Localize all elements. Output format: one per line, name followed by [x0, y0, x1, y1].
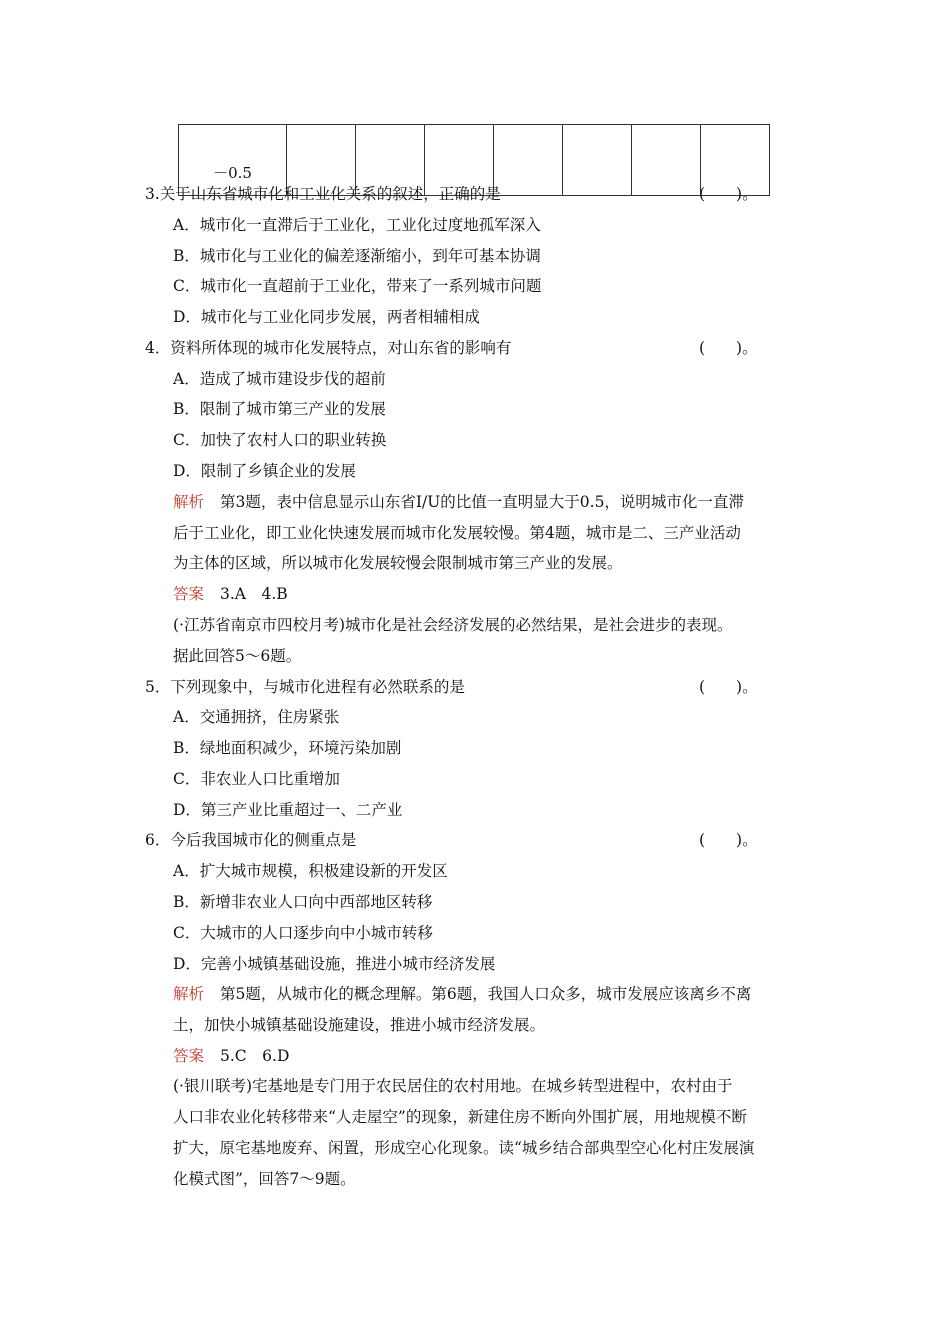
option-a: A．造成了城市建设步伐的超前	[173, 370, 386, 388]
material-line: (·银川联考)宅基地是专门用于农民居住的农村用地。在城乡转型进程中，农村由于	[173, 1077, 733, 1095]
answer-label: 答案	[173, 585, 205, 603]
material-line: (·江苏省南京市四校月考)城市化是社会经济发展的必然结果，是社会进步的表现。	[173, 616, 733, 634]
analysis-line	[173, 983, 751, 1005]
table-cell	[632, 125, 701, 196]
option-b: B．限制了城市第三产业的发展	[173, 400, 386, 418]
material-line: 化模式图”，回答7～9题。	[173, 1170, 356, 1188]
option-b: B．新增非农业人口向中西部地区转移	[173, 893, 433, 911]
table-cell	[494, 125, 563, 196]
answer-bracket: ( )。	[699, 831, 758, 849]
option-b: B．绿地面积减少，环境污染加剧	[173, 739, 402, 757]
analysis-text: 第3题，表中信息显示山东省I/U的比值一直明显大于0.5，说明城市化一直滞	[220, 493, 744, 511]
option-a: A．城市化一直滞后于工业化，工业化过度地孤军深入	[173, 216, 541, 234]
analysis-label: 解析	[173, 493, 205, 511]
option-b: B．城市化与工业化的偏差逐渐缩小，到年可基本协调	[173, 247, 541, 265]
option-c: C．城市化一直超前于工业化，带来了一系列城市问题	[173, 277, 542, 295]
option-d: D．第三产业比重超过一、二产业	[173, 801, 403, 819]
answer-bracket: ( )。	[699, 339, 758, 357]
material-line: 扩大，原宅基地废弃、闲置，形成空心化现象。读“城乡结合部典型空心化村庄发展演	[173, 1139, 755, 1157]
option-d: D．城市化与工业化同步发展，两者相辅相成	[173, 308, 480, 326]
option-a: A．扩大城市规模，积极建设新的开发区	[173, 862, 448, 880]
option-c: C．大城市的人口逐步向中小城市转移	[173, 924, 433, 942]
answer-label: 答案	[173, 1047, 205, 1065]
material-line: 据此回答5～6题。	[173, 647, 302, 665]
option-c: C．加快了农村人口的职业转换	[173, 431, 387, 449]
option-a: A．交通拥挤，住房紧张	[173, 708, 340, 726]
analysis-line: 后于工业化，即工业化快速发展而城市化发展较慢。第4题，城市是二、三产业活动	[173, 524, 741, 542]
question-4-stem: 4．资料所体现的城市化发展特点，对山东省的影响有	[145, 339, 512, 357]
question-3-stem: 3.关于山东省城市化和工业化关系的叙述，正确的是	[145, 185, 501, 203]
answer-bracket: ( )。	[699, 185, 758, 203]
option-d: D．完善小城镇基础设施，推进小城市经济发展	[173, 955, 496, 973]
table-cell	[563, 125, 632, 196]
answer-line	[173, 1045, 289, 1067]
analysis-text: 第5题，从城市化的概念理解。第6题，我国人口众多，城市发展应该离乡不离	[220, 985, 752, 1003]
table-cell: －0.5	[179, 125, 287, 196]
material-line: 人口非农业化转移带来“人走屋空”的现象，新建住房不断向外围扩展，用地规模不断	[173, 1108, 747, 1126]
option-d: D．限制了乡镇企业的发展	[173, 462, 356, 480]
answer-text: 5.C 6.D	[220, 1047, 290, 1065]
analysis-line	[173, 491, 744, 513]
answer-text: 3.A 4.B	[220, 585, 288, 603]
analysis-label: 解析	[173, 985, 205, 1003]
analysis-line: 土，加快小城镇基础设施建设，推进小城市经济发展。	[173, 1016, 546, 1034]
question-6-stem: 6．今后我国城市化的侧重点是	[145, 831, 357, 849]
answer-bracket: ( )。	[699, 678, 758, 696]
option-c: C．非农业人口比重增加	[173, 770, 340, 788]
answer-line	[173, 583, 288, 605]
analysis-line: 为主体的区域，所以城市化发展较慢会限制城市第三产业的发展。	[173, 554, 623, 572]
question-5-stem: 5．下列现象中，与城市化进程有必然联系的是	[145, 678, 465, 696]
